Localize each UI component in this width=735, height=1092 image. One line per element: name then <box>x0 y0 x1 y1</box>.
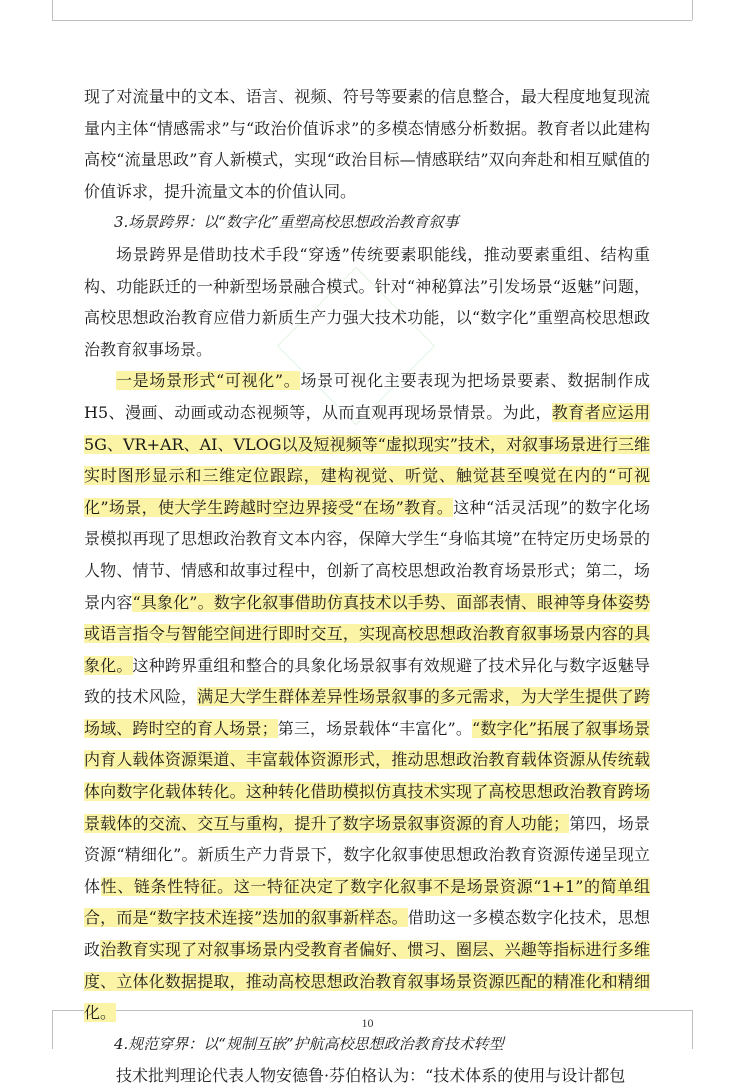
page-frame-top-line <box>52 20 692 21</box>
page-frame-right-mark <box>692 0 693 20</box>
highlighted-text: 教育者应运用5G、VR+AR、AI、VLOG以及短视频等“虚拟现实”技术，对叙事场景进行三维实时图形显示和三维定位跟踪，建构视觉、听觉、触觉甚至嗅觉在内的“可视化”场景，使大学生跨越时空边界接受“在场”教育。 <box>84 402 650 517</box>
highlighted-text: “具象化”。数字化叙事借助仿真技术以手势、面部表情、眼神等身体姿势或语言指令与智能空间进行即时交互，实现高校思想政治教育叙事场景内容的具象化。 <box>84 592 650 675</box>
highlighted-text: 一是场景形式“可视化”。 <box>116 371 301 391</box>
section-subheading <box>84 1029 650 1061</box>
body-paragraph <box>84 81 650 207</box>
body-paragraph <box>84 1060 650 1092</box>
text-run: 场景可视化主要表现为把场景要素、数据制作成H5、漫画、动画或动态视频等，从而直观再现场景情景。为此， <box>84 371 650 422</box>
text-run: 4.规范穿界：以“规制互嵌”护航高校思想政治教育技术转型 <box>114 1034 504 1053</box>
highlighted-text: 性、链条性特征。这一特征决定了数字化叙事不是场景资源“1+1”的简单组合，而是“数字技术连接”迭加的叙事新样态。 <box>84 876 650 928</box>
body-paragraph <box>84 365 650 1028</box>
text-run: 这种跨界重组和整合的具象化场景叙事有效规避了技术异化与数字返魅导致的技术风险， <box>84 655 650 707</box>
highlighted-text: 治教育实现了对叙事场景内受教育者偏好、惯习、圈层、兴趣等指标进行多维度、立体化数据提取，推动高校思想政治教育叙事场景资源匹配的精准化和精细化。 <box>84 940 650 1023</box>
page-number: 10 <box>361 1016 374 1030</box>
text-run: 技术批判理论代表人物安德鲁·芬伯格认为：“技术体系的使用与设计都包 <box>116 1066 626 1086</box>
text-run: 现了对流量中的文本、语言、视频、符号等要素的信息整合，最大程度地复现流量内主体“情感需求”与“政治价值诉求”的多模态情感分析数据。教育者以此建构高校“流量思政”育人新模式，实现“政治目标—情感联结”双向奔赴和相互赋值的价值诉求，提升流量文本的价值认同。 <box>84 87 650 201</box>
text-run: 第四，场景资源“精细化”。新质生产力背景下，数字化叙事使思想政治教育资源传递呈现立体 <box>84 813 650 896</box>
text-run: 借助这一多模态数字化技术，思想政 <box>84 908 650 960</box>
page-frame-left-mark <box>52 0 53 20</box>
text-run: 这种“活灵活现”的数字化场景模拟再现了思想政治教育文本内容，保障大学生“身临其境”在特定历史场景的人物、情节、情感和故事过程中，创新了高校思想政治教育场景形式；第二，场景内容 <box>84 497 650 612</box>
text-run: 场景跨界是借助技术手段“穿透”传统要素职能线，推动要素重组、结构重构、功能跃迁的一种新型场景融合模式。针对“神秘算法”引发场景“返魅”问题，高校思想政治教育应借力新质生产力强大技术功能，以“数字化”重塑高校思想政治教育叙事场景。 <box>84 244 650 359</box>
text-run: 第三，场景载体“丰富化”。 <box>277 718 473 738</box>
text-run: 3.场景跨界：以“数字化”重塑高校思想政治教育叙事 <box>114 213 459 232</box>
document-body <box>84 81 650 1092</box>
highlighted-text: “数字化”拓展了叙事场景内育人载体资源渠道、丰富载体资源形式，推动思想政治教育载体资源从传统载体向数字化载体转化。这种转化借助模拟仿真技术实现了高校思想政治教育跨场景载体的交流、交互与重构，提升了数字场景叙事资源的育人功能； <box>84 718 650 833</box>
body-paragraph <box>84 239 650 365</box>
highlighted-text: 满足大学生群体差异性场景叙事的多元需求，为大学生提供了跨场域、跨时空的育人场景； <box>84 687 650 738</box>
section-subheading <box>84 207 650 239</box>
